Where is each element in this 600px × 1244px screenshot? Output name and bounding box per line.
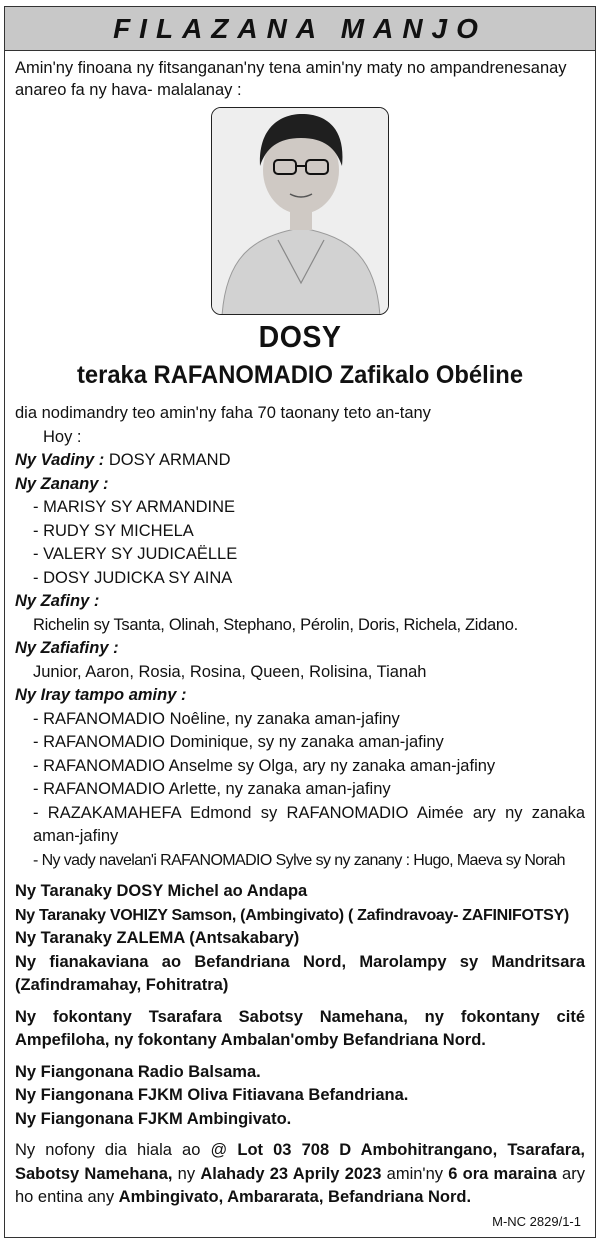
deceased-fullname: teraka RAFANOMADIO Zafikalo Obéline bbox=[76, 361, 524, 389]
zanany-label: Ny Zanany : bbox=[15, 474, 109, 493]
notice-frame bbox=[4, 6, 596, 1238]
nofony-time: 6 ora maraina bbox=[448, 1164, 557, 1183]
nofony-text: ary ho entina any bbox=[15, 1164, 585, 1206]
zafiny-value: Richelin sy Tsanta, Olinah, Stephano, Pérolin, Doris, Richela, Zidano. bbox=[33, 615, 518, 634]
iray-tampo-item: - RAFANOMADIO Noêline, ny zanaka aman-jafiny bbox=[33, 709, 400, 728]
taranaky-line: Ny Taranaky ZALEMA (Antsakabary) bbox=[15, 929, 300, 947]
photo-container bbox=[15, 107, 585, 315]
reference-code: M-NC 2829/1-1 bbox=[492, 1214, 581, 1229]
fianakaviana-line: Ny fianakaviana ao Befandriana Nord, Marolampy sy Mandritsara (Zafindramahay, Fohitratra) bbox=[15, 952, 585, 994]
intro-text: Amin'ny finoana ny fitsanganan'ny tena amin'ny maty no ampandrenesanay anareo fa ny hava- malalanay : bbox=[15, 59, 567, 99]
deceased-name: DOSY bbox=[258, 319, 342, 354]
vady-value: DOSY ARMAND bbox=[108, 451, 231, 469]
notice-content bbox=[5, 51, 595, 1210]
iray-tampo-item: - RAFANOMADIO Dominique, sy ny zanaka aman-jafiny bbox=[33, 733, 444, 751]
nofony-date: Alahady 23 Aprily 2023 bbox=[200, 1164, 382, 1183]
nofony-paragraph bbox=[15, 1139, 585, 1210]
hoy-label: Hoy : bbox=[43, 427, 82, 446]
iray-tampo-item: - RAZAKAMAHEFA Edmond sy RAFANOMADIO Aimée ary ny zanaka aman-jafiny bbox=[33, 803, 585, 845]
zafiafiny-value: Junior, Aaron, Rosia, Rosina, Queen, Rolisina, Tianah bbox=[33, 662, 427, 681]
zanany-item: - MARISY SY ARMANDINE bbox=[33, 498, 236, 516]
fiangonana-line: Ny Fiangonana FJKM Ambingivato. bbox=[15, 1109, 292, 1128]
nofony-address: Lot 03 708 D Ambohitrangano, Tsarafara, Sabotsy Namehana, bbox=[15, 1141, 585, 1183]
nofony-text: Ny nofony dia hiala ao @ bbox=[15, 1141, 238, 1159]
iray-tampo-item: - Ny vady navelan'i RAFANOMADIO Sylve sy ny zanany : Hugo, Maeva sy Norah bbox=[33, 851, 565, 869]
death-statement: dia nodimandry teo amin'ny faha 70 taonany teto an-tany bbox=[15, 404, 431, 422]
fokontany-text: Ny fokontany Tsarafara Sabotsy Namehana, ny fokontany cité Ampefiloha, ny fokontany Ambalan'omby Befandriana Nord. bbox=[15, 1007, 585, 1049]
iray-tampo-item: - RAFANOMADIO Anselme sy Olga, ary ny zanaka aman-jafiny bbox=[33, 756, 496, 775]
notice-title: FILAZANA MANJO bbox=[113, 12, 487, 44]
taranaky-line: Ny Taranaky DOSY Michel ao Andapa bbox=[15, 882, 308, 900]
zanany-item: - RUDY SY MICHELA bbox=[33, 521, 194, 540]
fiangonana-line: Ny Fiangonana Radio Balsama. bbox=[15, 1062, 261, 1081]
zanany-item: - DOSY JUDICKA SY AINA bbox=[33, 568, 233, 587]
notice-header bbox=[5, 7, 595, 51]
nofony-text: ny bbox=[172, 1164, 201, 1183]
fiangonana-line: Ny Fiangonana FJKM Oliva Fitiavana Befandriana. bbox=[15, 1086, 409, 1104]
iray-tampo-label: Ny Iray tampo aminy : bbox=[15, 686, 187, 704]
nofony-text: amin'ny bbox=[381, 1164, 449, 1183]
iray-tampo-item: - RAFANOMADIO Arlette, ny zanaka aman-jafiny bbox=[33, 780, 391, 798]
portrait-photo bbox=[211, 107, 389, 315]
portrait-image bbox=[212, 108, 389, 315]
zafiny-label: Ny Zafiny : bbox=[15, 592, 100, 610]
zafiafiny-label: Ny Zafiafiny : bbox=[15, 639, 119, 657]
vady-label: Ny Vadiny : bbox=[15, 451, 105, 469]
nofony-destination: Ambingivato, Ambararata, Befandriana Nord. bbox=[118, 1188, 472, 1206]
vady-line bbox=[15, 449, 585, 473]
taranaky-line: Ny Taranaky VOHIZY Samson, (Ambingivato) ( Zafindravoay- ZAFINIFOTSY) bbox=[15, 906, 569, 924]
zanany-item: - VALERY SY JUDICAËLLE bbox=[33, 545, 238, 563]
